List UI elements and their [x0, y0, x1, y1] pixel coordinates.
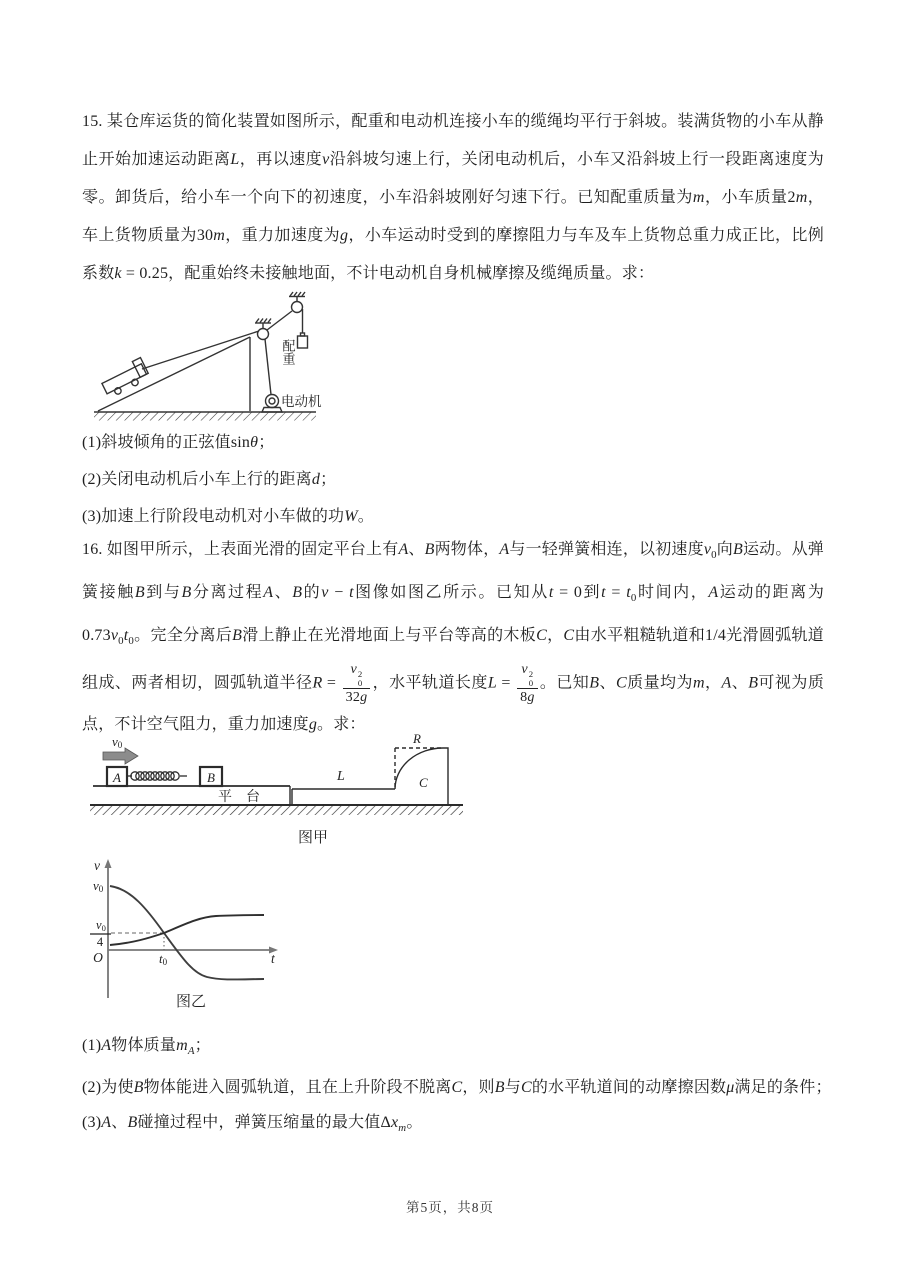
problem-15-q2: (2)关闭电动机后小车上行的距离d； [82, 471, 337, 488]
counterweight-label: 配重 [280, 339, 296, 365]
v-axis-arrow-icon [105, 859, 112, 868]
v0-tick-label: v0 [93, 878, 104, 894]
problem-15-questions [82, 424, 374, 535]
figure-yi-vt-graph [85, 857, 315, 1013]
block-a-label: A [113, 770, 121, 785]
board-right-wall [443, 748, 448, 805]
curve-b-increasing [110, 915, 264, 945]
problem-16-q2: (2)为使B物体能进入圆弧轨道，且在上升阶段不脱离C，则B与C的水平轨道间的动摩擦因数μ满足的条件； [82, 1078, 832, 1096]
figure-incline-device [86, 289, 426, 423]
svg-text:4: 4 [96, 935, 104, 949]
platform-label: 平 台 [218, 790, 260, 805]
ground-hatch [90, 806, 463, 815]
board-c-label: C [419, 775, 428, 790]
spring-icon [127, 772, 187, 780]
problem-16-intro: 16. 如图甲所示，上表面光滑的固定平台上有A、B两物体，A与一轻弹簧相连，以初速度$v_0$向B运动。从弹簧接触B到与B分离过程A、B的v − t图像如图乙所示。已知从t = 0到$t = t_0$时间内，A运动的距离为$0.73v_0t_0$。完全分离后B滑上静止在光滑地面上与平台等高的木板C，C由水平粗糙轨道和1/4光滑圆弧轨道组成、两者相切，圆弧轨道半径R = v 2 0 32g ，水平轨道长度L = v 2 0 8g 。已知B、C质量均为m，A、B可视为质点，不计空气阻力，重力加速度g。求： [82, 541, 825, 733]
problem-16-questions [82, 1028, 832, 1147]
svg-text:v0: v0 [96, 918, 106, 933]
track-length-label: L [337, 769, 345, 784]
figure-jia-caption: 图甲 [298, 830, 329, 846]
origin-label: O [93, 950, 103, 965]
problem-15-q3: (3)加速上行阶段电动机对小车做的功W。 [82, 508, 374, 525]
radius-label: R [413, 731, 421, 746]
cable-pulley-to-pulley [267, 311, 292, 330]
problem-15-intro: 15. 某仓库运货的简化装置如图所示，配重和电动机连接小车的缆绳均平行于斜坡。装满货物的小车从静止开始加速运动距离L，再以速度v沿斜坡匀速上行，关闭电动机后，小车又沿斜坡上行一段距离速度为零。卸货后，给小车一个向下的初速度，小车沿斜坡刚好匀速下行。已知配重质量为m，小车质量2m，车上货物质量为30m，重力加速度为g，小车运动时受到的摩擦阻力与车及车上货物总重力成正比，比例系数k = 0.25，配重始终未接触地面，不计电动机自身机械摩擦及缆绳质量。求： [82, 113, 824, 282]
counterweight-icon [298, 309, 308, 348]
ground-hatch [94, 413, 316, 421]
cable-pulley-to-motor [265, 339, 271, 395]
v-axis-label: v [94, 858, 100, 873]
problem-16-q1: (1)A物体质量$m_A$； [82, 1037, 211, 1058]
cable-cart-to-pulley [142, 331, 259, 369]
problem-15-q1: (1)斜坡倾角的正弦值sinθ； [82, 434, 275, 451]
v0-label: v0 [112, 734, 123, 750]
t-axis-label: t [271, 951, 275, 966]
motor-icon [262, 395, 282, 413]
t0-tick-label: t0 [159, 951, 168, 967]
problem-16-q3: (3)A、B碰撞过程中，弹簧压缩量的最大值$\Delta x_m$。 [82, 1114, 423, 1135]
figure-jia-platform [85, 722, 475, 850]
motor-label: 电动机 [281, 394, 322, 409]
cart-icon [99, 358, 150, 399]
figure-yi-caption: 图乙 [176, 994, 207, 1010]
velocity-arrow-icon [103, 748, 138, 764]
page-number-footer: 第5页，共8页 [406, 1200, 494, 1215]
block-b-label: B [207, 770, 215, 785]
